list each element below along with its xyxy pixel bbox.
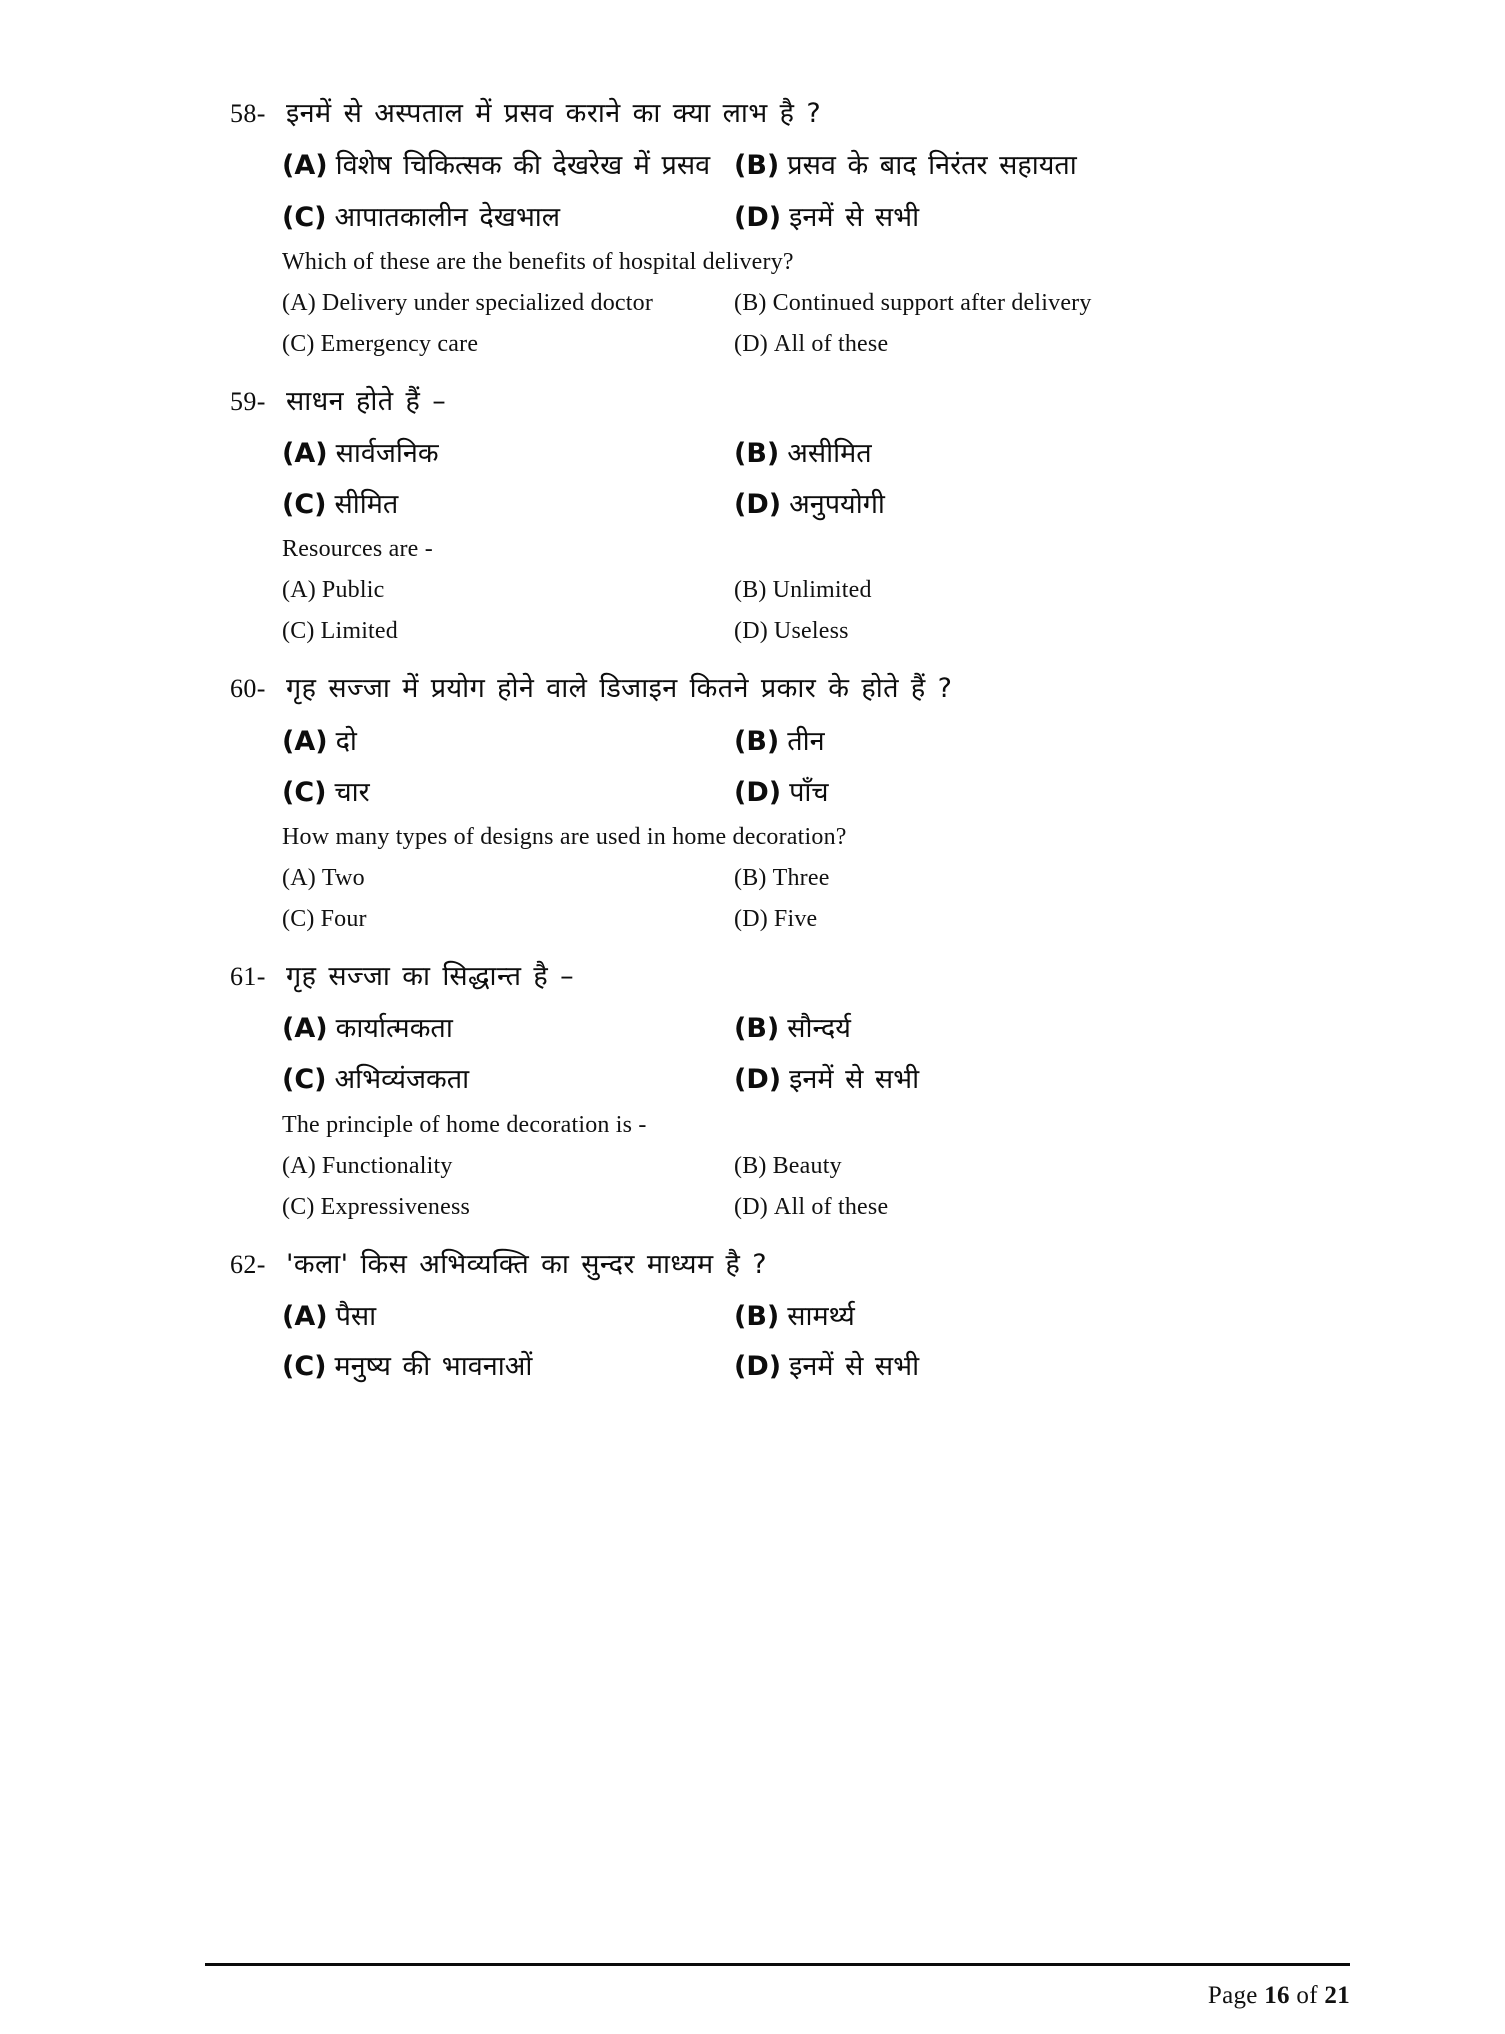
option-text-a: Delivery under specialized doctor [321, 289, 654, 316]
option-label-c: (C) [282, 1064, 327, 1096]
hindi-options-60 [282, 724, 1320, 810]
option-label-a: (A) [282, 577, 316, 604]
option-text-c: आपातकालीन देखभाल [334, 201, 561, 233]
question-text-hindi-62: 'कला' किस अभिव्यक्ति का सुन्दर माध्यम है ? [286, 1248, 767, 1280]
option-label-b: (B) [734, 864, 767, 891]
option-english-61-d[interactable] [734, 1194, 1320, 1221]
option-label-c: (C) [282, 201, 327, 233]
option-label-b: (B) [734, 577, 767, 604]
option-text-d: पाँच [789, 776, 829, 808]
question-text-hindi-58: इनमें से अस्पताल में प्रसव कराने का क्या लाभ है ? [286, 98, 822, 129]
option-text-c: Emergency care [320, 330, 479, 357]
footer-divider [205, 1963, 1350, 1966]
question-heading-61 [230, 959, 1320, 995]
option-text-d: इनमें से सभी [789, 201, 920, 233]
footer-page-word: Page [1207, 1982, 1258, 2009]
question-text-english-59: Resources are - [282, 536, 433, 563]
option-label-a: (A) [282, 864, 316, 891]
option-text-d: इनमें से सभी [789, 1064, 920, 1096]
option-text-b: तीन [787, 725, 825, 757]
option-label-a: (A) [282, 1300, 328, 1332]
option-text-a: कार्यात्मकता [335, 1013, 453, 1045]
option-hindi-61-b[interactable] [734, 1011, 1320, 1046]
option-text-d: Five [773, 905, 818, 932]
option-label-a: (A) [282, 289, 316, 316]
option-text-c: Limited [320, 618, 398, 645]
option-label-c: (C) [282, 1351, 327, 1383]
question-block-61 [230, 959, 1320, 1221]
option-text-a: Functionality [321, 1152, 453, 1179]
hindi-options-58 [282, 148, 1320, 234]
option-label-a: (A) [282, 438, 328, 470]
option-label-d: (D) [734, 489, 782, 521]
option-english-61-b[interactable] [734, 1153, 1320, 1180]
hindi-options-59 [282, 436, 1320, 522]
option-hindi-61-d[interactable] [734, 1062, 1320, 1097]
question-text-english-61: The principle of home decoration is - [282, 1111, 647, 1138]
option-label-c: (C) [282, 489, 327, 521]
option-text-c: मनुष्य की भावनाओं [334, 1351, 533, 1383]
option-text-d: अनुपयोगी [789, 489, 885, 521]
option-hindi-58-b[interactable] [734, 148, 1320, 183]
option-hindi-58-a[interactable] [282, 148, 734, 183]
option-english-60-b[interactable] [734, 865, 1320, 892]
option-hindi-58-c[interactable] [282, 200, 734, 235]
option-label-d: (D) [734, 201, 782, 233]
option-hindi-59-a[interactable] [282, 436, 734, 471]
option-hindi-62-c[interactable] [282, 1349, 734, 1384]
question-heading-60 [230, 671, 1320, 707]
option-text-d: इनमें से सभी [789, 1351, 920, 1383]
question-number-62: 62- [230, 1249, 266, 1279]
option-label-d: (D) [734, 1064, 782, 1096]
option-label-c: (C) [282, 905, 315, 932]
option-text-b: Three [772, 864, 830, 891]
option-label-b: (B) [734, 725, 780, 757]
option-text-a: Two [321, 864, 365, 891]
option-english-58-c[interactable] [282, 331, 734, 358]
question-block-60 [230, 671, 1320, 933]
hindi-options-62 [282, 1299, 1320, 1384]
question-number-58: 58- [230, 99, 266, 128]
footer-total-pages: 21 [1324, 1982, 1350, 2009]
option-label-c: (C) [282, 330, 315, 357]
footer-page-number: 16 [1264, 1982, 1290, 2009]
option-english-59-b[interactable] [734, 577, 1320, 604]
english-options-60 [282, 865, 1320, 933]
option-label-c: (C) [282, 1193, 315, 1220]
option-text-b: असीमित [787, 438, 872, 470]
option-label-b: (B) [734, 1013, 780, 1045]
option-text-b: सामर्थ्य [787, 1300, 855, 1332]
option-text-c: Expressiveness [320, 1193, 471, 1220]
question-block-58 [230, 96, 1320, 358]
option-label-c: (C) [282, 776, 327, 808]
option-label-d: (D) [734, 905, 768, 932]
question-number-61: 61- [230, 961, 266, 991]
option-english-61-a[interactable] [282, 1153, 734, 1180]
option-label-d: (D) [734, 776, 782, 808]
question-text-hindi-60: गृह सज्जा में प्रयोग होने वाले डिजाइन कितने प्रकार के होते हैं ? [286, 673, 953, 705]
option-label-a: (A) [282, 1013, 328, 1045]
option-label-c: (C) [282, 618, 315, 645]
option-english-61-c[interactable] [282, 1194, 734, 1221]
option-text-d: All of these [773, 330, 889, 357]
option-english-58-b[interactable] [734, 290, 1320, 317]
english-options-61 [282, 1153, 1320, 1221]
questions-container [230, 96, 1320, 1410]
option-text-b: Unlimited [772, 577, 872, 604]
option-text-c: अभिव्यंजकता [334, 1064, 470, 1096]
option-text-c: सीमित [334, 489, 399, 521]
option-hindi-62-d[interactable] [734, 1349, 1320, 1384]
option-text-c: Four [320, 905, 367, 932]
option-hindi-59-c[interactable] [282, 487, 734, 522]
option-label-d: (D) [734, 1193, 768, 1220]
option-text-a: Public [321, 577, 385, 604]
question-number-59: 59- [230, 386, 266, 416]
option-label-b: (B) [734, 1300, 780, 1332]
option-label-b: (B) [734, 1152, 767, 1179]
option-hindi-60-b[interactable] [734, 724, 1320, 759]
hindi-options-61 [282, 1011, 1320, 1097]
question-heading-62 [230, 1247, 1320, 1283]
option-label-a: (A) [282, 150, 328, 182]
option-text-a: विशेष चिकित्सक की देखरेख में प्रसव [335, 150, 711, 182]
option-label-d: (D) [734, 330, 768, 357]
option-english-58-a[interactable] [282, 290, 734, 317]
option-hindi-58-d[interactable] [734, 200, 1320, 235]
option-text-b: सौन्दर्य [787, 1013, 851, 1045]
option-hindi-60-c[interactable] [282, 775, 734, 810]
option-label-b: (B) [734, 150, 780, 182]
option-text-b: Beauty [772, 1152, 842, 1179]
option-hindi-62-b[interactable] [734, 1299, 1320, 1334]
option-text-b: Continued support after delivery [772, 289, 1092, 316]
option-hindi-60-d[interactable] [734, 775, 1320, 810]
question-heading-59 [230, 384, 1320, 420]
option-text-d: All of these [773, 1193, 889, 1220]
option-label-d: (D) [734, 618, 768, 645]
option-english-60-c[interactable] [282, 906, 734, 933]
option-english-59-d[interactable] [734, 618, 1320, 645]
option-hindi-61-a[interactable] [282, 1011, 734, 1046]
question-block-59 [230, 384, 1320, 646]
option-english-60-a[interactable] [282, 865, 734, 892]
option-text-a: सार्वजनिक [335, 438, 439, 470]
option-text-a: पैसा [335, 1300, 377, 1332]
option-english-59-a[interactable] [282, 577, 734, 604]
option-hindi-60-a[interactable] [282, 724, 734, 759]
option-english-59-c[interactable] [282, 618, 734, 645]
question-number-60: 60- [230, 674, 266, 704]
option-english-60-d[interactable] [734, 906, 1320, 933]
question-block-62 [230, 1247, 1320, 1385]
option-text-d: Useless [773, 618, 849, 645]
footer-of-word: of [1296, 1982, 1318, 2009]
option-label-b: (B) [734, 289, 767, 316]
question-text-hindi-61: गृह सज्जा का सिद्धान्त है – [286, 960, 575, 992]
option-label-b: (B) [734, 438, 780, 470]
question-text-english-60: How many types of designs are used in home decoration? [282, 823, 847, 850]
option-label-d: (D) [734, 1351, 782, 1383]
option-hindi-59-d[interactable] [734, 487, 1320, 522]
question-text-english-58: Which of these are the benefits of hospital delivery? [282, 248, 794, 275]
question-text-hindi-59: साधन होते हैं – [286, 385, 447, 417]
option-hindi-59-b[interactable] [734, 436, 1320, 471]
option-label-a: (A) [282, 725, 328, 757]
english-options-58 [282, 290, 1320, 358]
question-heading-58 [230, 96, 1320, 132]
option-text-a: दो [335, 725, 357, 757]
option-hindi-62-a[interactable] [282, 1299, 734, 1334]
option-text-c: चार [334, 776, 370, 808]
option-text-b: प्रसव के बाद निरंतर सहायता [787, 150, 1077, 182]
english-options-59 [282, 577, 1320, 645]
option-english-58-d[interactable] [734, 331, 1320, 358]
page-footer [1208, 1982, 1350, 2010]
option-label-a: (A) [282, 1152, 316, 1179]
option-hindi-61-c[interactable] [282, 1062, 734, 1097]
